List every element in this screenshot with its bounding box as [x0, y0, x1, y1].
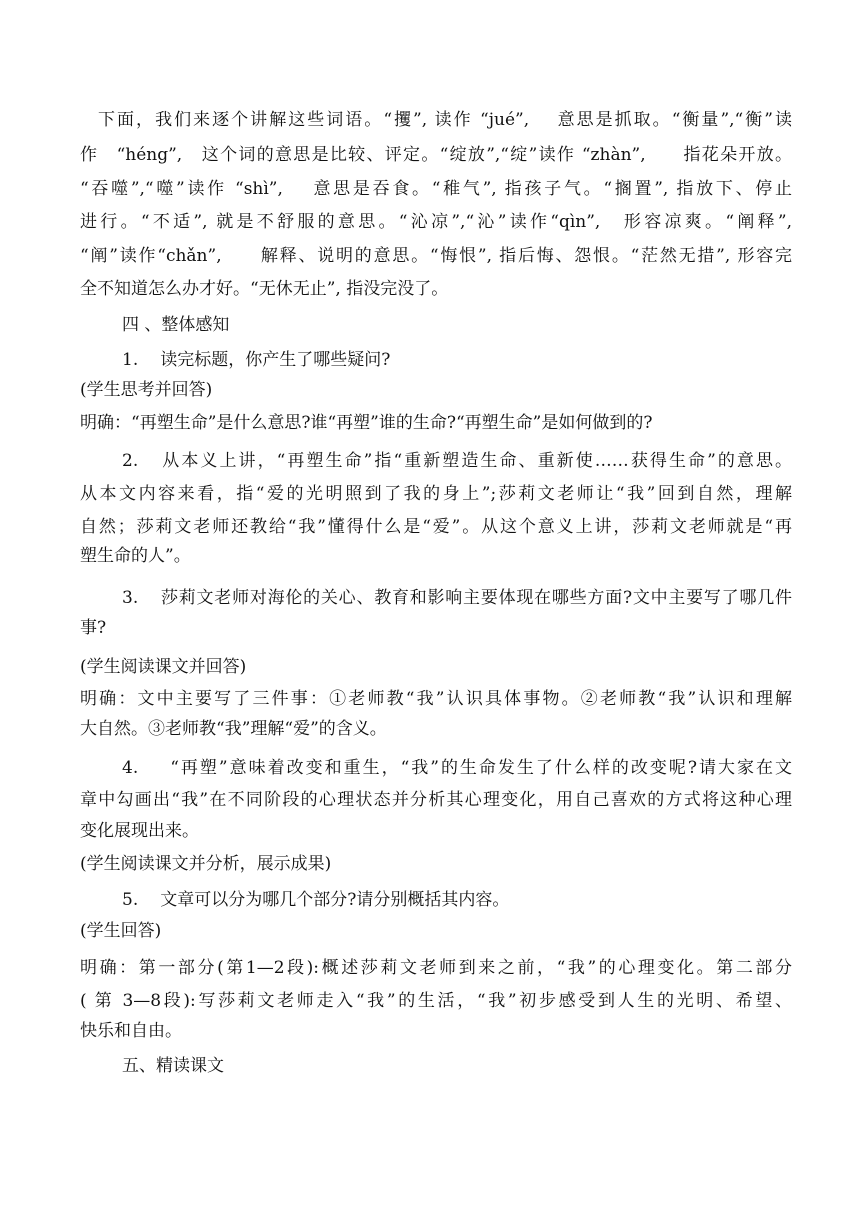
- question-5-number: 5.: [122, 890, 139, 910]
- question-4-student-note: (学生阅读课文并分析，展示成果): [80, 854, 332, 874]
- question-1-student-note: (学生思考并回答): [80, 380, 213, 400]
- question-4-line-1: [80, 756, 792, 780]
- vocab-line-6: 全不知道怎么办才好。“无休无止”, 指没完没了。: [80, 279, 449, 299]
- question-3-answer-line-2: 大自然。③老师教“我”理解“爱”的含义。: [80, 719, 387, 739]
- question-5: [80, 888, 792, 912]
- question-1: [80, 348, 792, 372]
- question-4-line-3: 变化展现出来。: [80, 821, 199, 841]
- question-4-number: 4.: [122, 758, 139, 778]
- question-3-number: 3.: [122, 588, 139, 608]
- question-2-text: 从本义上讲，“再塑生命”指“重新塑造生命、重新使……获得生命”的意思。: [160, 451, 792, 471]
- vocab-line-2: 作 “héng”, 这个词的意思是比较、评定。“绽放”,“绽”读作 “zhàn”, 指花朵开放。: [80, 145, 792, 165]
- question-5-text: 文章可以分为哪几个部分?请分别概括其内容。: [160, 890, 510, 910]
- question-5-answer-line-1: 明确：第一部分(第1—2段):概述莎莉文老师到来之前，“我”的心理变化。第二部分: [80, 958, 792, 978]
- question-5-student-note: (学生回答): [80, 921, 162, 941]
- section-heading-5: 五、精读课文: [122, 1056, 224, 1076]
- vocab-line-1: 下面，我们来逐个讲解这些词语。“攫”, 读作 “jué”, 意思是抓取。“衡量”,“衡”读: [98, 110, 792, 130]
- question-3-line-2: 事?: [80, 618, 107, 638]
- vocab-line-4: 进行。“不适”, 就是不舒服的意思。“沁凉”,“沁”读作“qìn”, 形容凉爽。“阐释”,: [80, 212, 792, 232]
- question-3-answer-line-1: 明确：文中主要写了三件事：①老师教“我”认识具体事物。②老师教“我”认识和理解: [80, 689, 792, 709]
- question-1-text: 读完标题，你产生了哪些疑问?: [160, 350, 391, 370]
- question-2-line-3: 自然；莎莉文老师还教给“我”懂得什么是“爱”。从这个意义上讲，莎莉文老师就是“再: [80, 517, 792, 537]
- vocab-line-5: “阐”读作“chǎn”, 解释、说明的意思。“悔恨”, 指后悔、怨恨。“茫然无措”, 形容完: [80, 246, 792, 266]
- question-3-text: 莎莉文老师对海伦的关心、教育和影响主要体现在哪些方面?文中主要写了哪几件: [160, 588, 792, 608]
- question-1-answer: 明确：“再塑生命”是什么意思?谁“再塑”谁的生命?“再塑生命”是如何做到的?: [80, 413, 653, 433]
- question-4-text: “再塑”意味着改变和重生，“我”的生命发生了什么样的改变呢?请大家在文: [170, 758, 792, 778]
- question-3-student-note: (学生阅读课文并回答): [80, 657, 247, 677]
- question-3-line-1: [80, 586, 792, 610]
- question-2-number: 2.: [122, 451, 139, 471]
- question-2-line-4: 塑生命的人”。: [80, 546, 191, 566]
- section-heading-4: 四 、整体感知: [122, 315, 230, 335]
- question-4-line-2: 章中勾画出“我”在不同阶段的心理状态并分析其心理变化，用自己喜欢的方式将这种心理: [80, 790, 792, 810]
- question-1-number: 1.: [122, 350, 139, 370]
- question-5-answer-line-2: ( 第 3—8段):写莎莉文老师走入“我”的生活，“我”初步感受到人生的光明、希望、: [80, 991, 792, 1011]
- question-5-answer-line-3: 快乐和自由。: [80, 1021, 182, 1041]
- question-2-line-2: 从本文内容来看，指“爱的光明照到了我的身上”;莎莉文老师让“我”回到自然，理解: [80, 484, 792, 504]
- vocab-line-3: “吞噬”,“噬”读作 “shì”, 意思是吞食。“稚气”, 指孩子气。“搁置”, 指放下、停止: [80, 179, 792, 199]
- question-2-line-1: [80, 449, 792, 473]
